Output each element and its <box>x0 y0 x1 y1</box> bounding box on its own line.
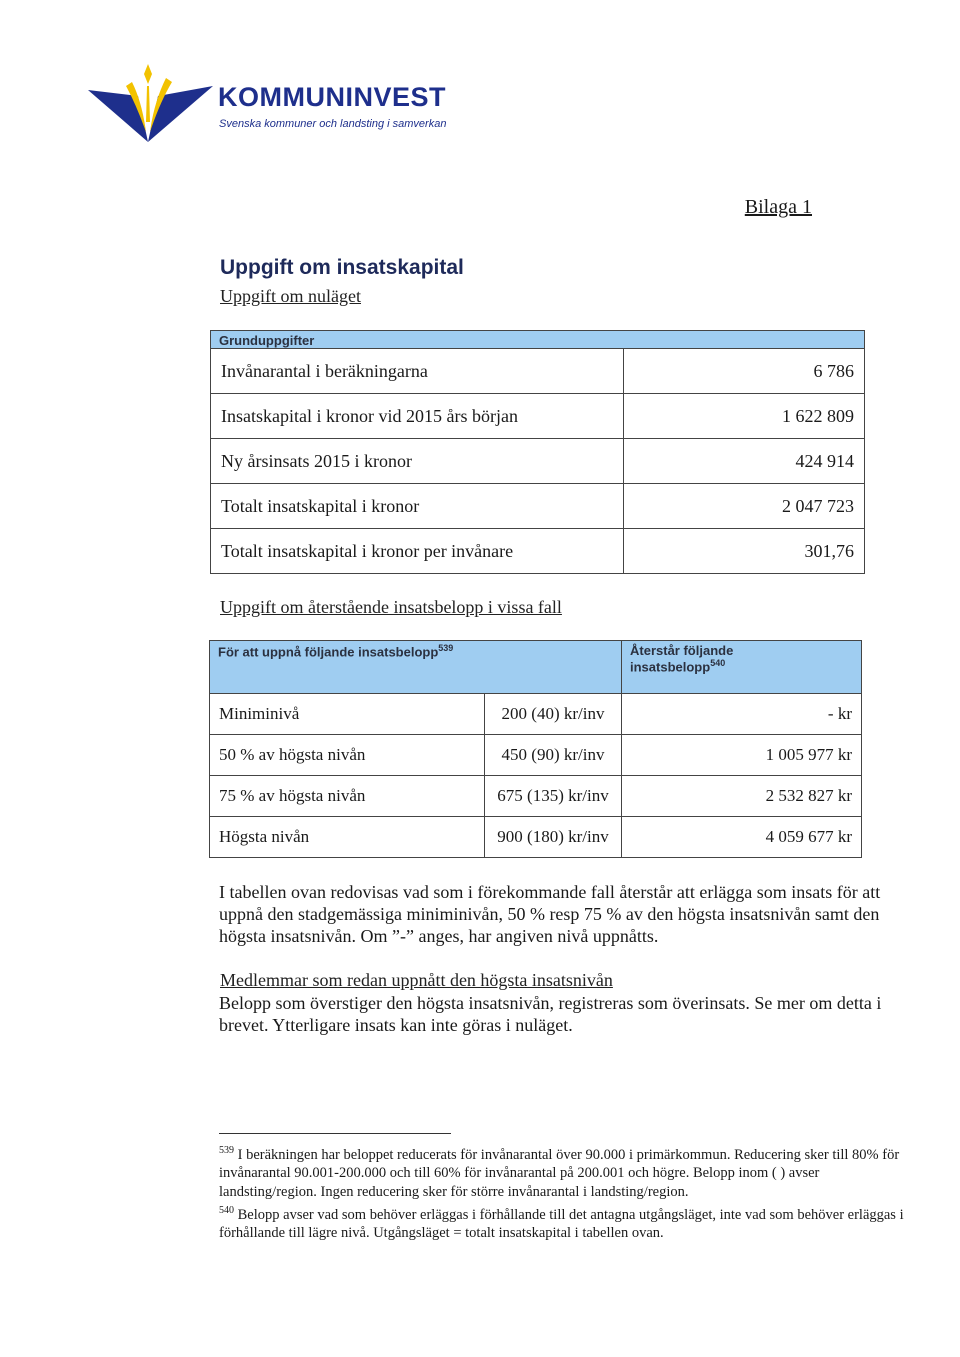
footnote-ref: 539 <box>438 643 454 653</box>
header-target-amount: För att uppnå följande insatsbelopp$^{539}$ <box>210 641 622 694</box>
remaining-cell: 2 532 827 kr <box>622 776 862 817</box>
remaining-cell: 4 059 677 kr <box>622 817 862 858</box>
header-remaining-amount: Återstår följande insatsbelopp$^{540}$ <box>622 641 862 694</box>
remaining-cell: 1 005 977 kr <box>622 735 862 776</box>
row-value: 2 047 723 <box>624 484 865 529</box>
amount-cell: 200 (40) kr/inv <box>485 694 622 735</box>
annex-label: Bilaga 1 <box>744 196 812 218</box>
row-value: 301,76 <box>624 529 865 574</box>
table-row <box>210 735 862 776</box>
footnote-ref: 540 <box>710 658 726 668</box>
table-row <box>210 817 862 858</box>
footnote-number: 540 <box>219 1204 234 1216</box>
row-value: 1 622 809 <box>624 394 865 439</box>
table-row <box>210 776 862 817</box>
footnote-539 <box>219 1142 909 1202</box>
table-row <box>211 529 865 574</box>
row-label: Totalt insatskapital i kronor <box>211 484 624 529</box>
members-paragraph: Belopp som överstiger den högsta insatsnivån, registreras som överinsats. Se mer om detta i brevet. Ytterligare insats kan inte göras i nuläget. <box>219 993 882 1035</box>
section-heading-members: Medlemmar som redan uppnått den högsta insatsnivån <box>220 970 613 990</box>
row-label: Totalt insatskapital i kronor per invånare <box>211 529 624 574</box>
table-row <box>211 484 865 529</box>
table-header-row <box>211 331 865 349</box>
section-heading-current-status: Uppgift om nuläget <box>220 286 361 306</box>
table-row <box>211 439 865 484</box>
footnote-text: Belopp avser vad som behöver erläggas i förhållande till det antagna utgångsläget, inte vad som behöver erläggas i förhållande till lägre nivå. Utgångsläget = totalt insatskapital i tabellen ovan. <box>219 1206 904 1242</box>
section-heading-remaining-amount: Uppgift om återstående insatsbelopp i vissa fall <box>220 597 562 617</box>
level-cell: 50 % av högsta nivån <box>210 735 485 776</box>
level-cell: Högsta nivån <box>210 817 485 858</box>
remaining-cell: - kr <box>622 694 862 735</box>
footnote-text: I beräkningen har beloppet reducerats för invånarantal över 90.000 i primärkommun. Reducering sker till 80% för invånarantal 90.001-200.000 och till 60% för invånarantal på 200.001 och högre. Belopp inom ( ) avser landsting/region. Ingen reducering sker för större invånarantal i landsting/region. <box>219 1146 900 1201</box>
basic-data-table <box>210 330 865 574</box>
amount-cell: 675 (135) kr/inv <box>485 776 622 817</box>
logo-tagline: Svenska kommuner och landsting i samverkan <box>219 118 447 130</box>
level-cell: 75 % av högsta nivån <box>210 776 485 817</box>
row-label: Ny årsinsats 2015 i kronor <box>211 439 624 484</box>
amount-cell: 450 (90) kr/inv <box>485 735 622 776</box>
table-row <box>211 349 865 394</box>
table-row <box>211 394 865 439</box>
footnote-divider <box>219 1133 451 1134</box>
logo-wordmark: KOMMUNINVEST <box>218 82 446 112</box>
explanation-paragraph: I tabellen ovan redovisas vad som i förekommande fall återstår att erlägga som insats för att uppnå den stadgemässiga miniminivån, 50 % resp 75 % av den högsta insatsnivån samt den högsta insatsnivån. Om ”-” anges, har angiven nivå uppnåtts. <box>219 882 881 946</box>
footnote-number: 539 <box>219 1145 234 1156</box>
kommuninvest-logo <box>88 62 468 147</box>
page-title: Uppgift om insatskapital <box>220 256 464 279</box>
level-cell: Miniminivå <box>210 694 485 735</box>
remaining-amount-table <box>209 640 862 858</box>
logo-emblem-icon <box>88 62 213 147</box>
row-label: Insatskapital i kronor vid 2015 års början <box>211 394 624 439</box>
amount-cell: 900 (180) kr/inv <box>485 817 622 858</box>
row-value: 424 914 <box>624 439 865 484</box>
row-label: Invånarantal i beräkningarna <box>211 349 624 394</box>
footnotes <box>219 1142 909 1243</box>
table-row <box>210 694 862 735</box>
row-value: 6 786 <box>624 349 865 394</box>
table-header-basic-data: Grunduppgifter <box>211 331 865 349</box>
table-header-row <box>210 641 862 694</box>
footnote-540 <box>219 1202 909 1243</box>
